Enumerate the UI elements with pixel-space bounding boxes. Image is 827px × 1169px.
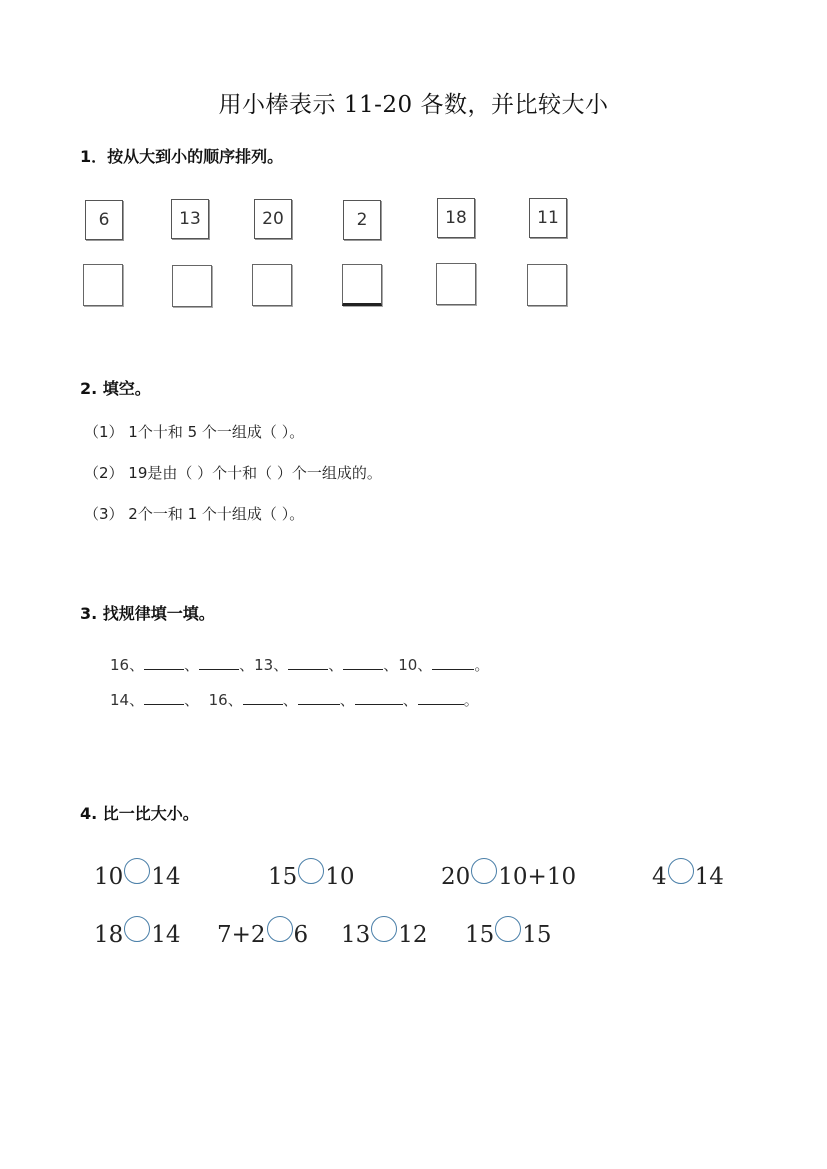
- sequence-text: 、: [184, 656, 200, 674]
- blank-line[interactable]: [418, 690, 464, 705]
- question-4-heading: 4. 比一比大小。: [80, 804, 199, 823]
- comparison-right: 10+10: [498, 864, 577, 890]
- comparison: [465, 922, 552, 948]
- comparison-circle[interactable]: [124, 916, 150, 942]
- sequence-text: 、: [328, 656, 344, 674]
- comparison: [441, 864, 576, 890]
- number-box: 2: [343, 200, 381, 240]
- comparison: [94, 864, 181, 890]
- sequence-text: 、: [282, 691, 298, 709]
- sequence-text: 、13、: [239, 656, 289, 674]
- number-box: 18: [437, 198, 475, 238]
- comparison-circle[interactable]: [668, 858, 694, 884]
- comparison-left: 4: [652, 864, 667, 890]
- sequence-text: 14、: [110, 691, 145, 709]
- comparison: [341, 922, 428, 948]
- comparison: [652, 864, 724, 890]
- sequence-text: 、: [402, 691, 418, 709]
- comparison-right: 14: [151, 922, 181, 948]
- fill-blank-item: （3） 2个一和 1 个十组成（ ）。: [84, 505, 305, 523]
- page-title: 用小棒表示 11-20 各数，并比较大小: [218, 92, 609, 118]
- sequence-text: 、 16、: [184, 691, 243, 709]
- comparison: [94, 922, 181, 948]
- answer-box[interactable]: [83, 264, 123, 306]
- blank-line[interactable]: [343, 655, 383, 670]
- answer-box[interactable]: [172, 265, 212, 307]
- blank-line[interactable]: [144, 655, 184, 670]
- sequence-text: 、: [339, 691, 355, 709]
- number-box: 6: [85, 200, 123, 240]
- comparison: [268, 864, 355, 890]
- question-2-heading: 2. 填空。: [80, 379, 151, 398]
- question-1-heading: 1．按从大到小的顺序排列。: [80, 147, 284, 166]
- number-box: 13: [171, 199, 209, 239]
- comparison-left: 15: [465, 922, 495, 948]
- comparison-circle[interactable]: [298, 858, 324, 884]
- sequence-row-1: [110, 654, 489, 675]
- comparison-circle[interactable]: [267, 916, 293, 942]
- comparison-right: 6: [293, 922, 309, 948]
- comparison-left: 15: [268, 864, 298, 890]
- blank-line[interactable]: [144, 690, 184, 705]
- comparison-right: 10: [325, 864, 355, 890]
- comparison-right: 15: [522, 922, 552, 948]
- comparison-left: 10: [94, 864, 124, 890]
- sequence-text: 。: [463, 691, 479, 709]
- sequence-text: 16、: [110, 656, 145, 674]
- answer-box[interactable]: [252, 264, 292, 306]
- number-box: 20: [254, 199, 292, 239]
- blank-line[interactable]: [243, 690, 283, 705]
- sequence-row-2: [110, 689, 479, 710]
- comparison-circle[interactable]: [124, 858, 150, 884]
- comparison-right: 12: [398, 922, 428, 948]
- blank-line[interactable]: [298, 690, 340, 705]
- comparison: [217, 922, 308, 948]
- comparison-left: 20: [441, 864, 471, 890]
- answer-box[interactable]: [436, 263, 476, 305]
- comparison-right: 14: [694, 864, 724, 890]
- blank-line[interactable]: [199, 655, 239, 670]
- answer-box[interactable]: [527, 264, 567, 306]
- blank-line[interactable]: [355, 690, 403, 705]
- answer-box[interactable]: [342, 264, 382, 306]
- comparison-circle[interactable]: [471, 858, 497, 884]
- comparison-right: 14: [151, 864, 181, 890]
- comparison-left: 7+2: [217, 922, 266, 948]
- sequence-text: 。: [474, 656, 490, 674]
- blank-line[interactable]: [432, 655, 474, 670]
- comparison-circle[interactable]: [371, 916, 397, 942]
- fill-blank-item: （1） 1个十和 5 个一组成（ ）。: [84, 423, 305, 441]
- comparison-circle[interactable]: [495, 916, 521, 942]
- fill-blank-item: （2） 19是由（ ）个十和（ ）个一组成的。: [84, 464, 382, 482]
- sequence-text: 、10、: [383, 656, 433, 674]
- number-box: 11: [529, 198, 567, 238]
- comparison-left: 18: [94, 922, 124, 948]
- blank-line[interactable]: [288, 655, 328, 670]
- comparison-left: 13: [341, 922, 371, 948]
- question-3-heading: 3. 找规律填一填。: [80, 604, 215, 623]
